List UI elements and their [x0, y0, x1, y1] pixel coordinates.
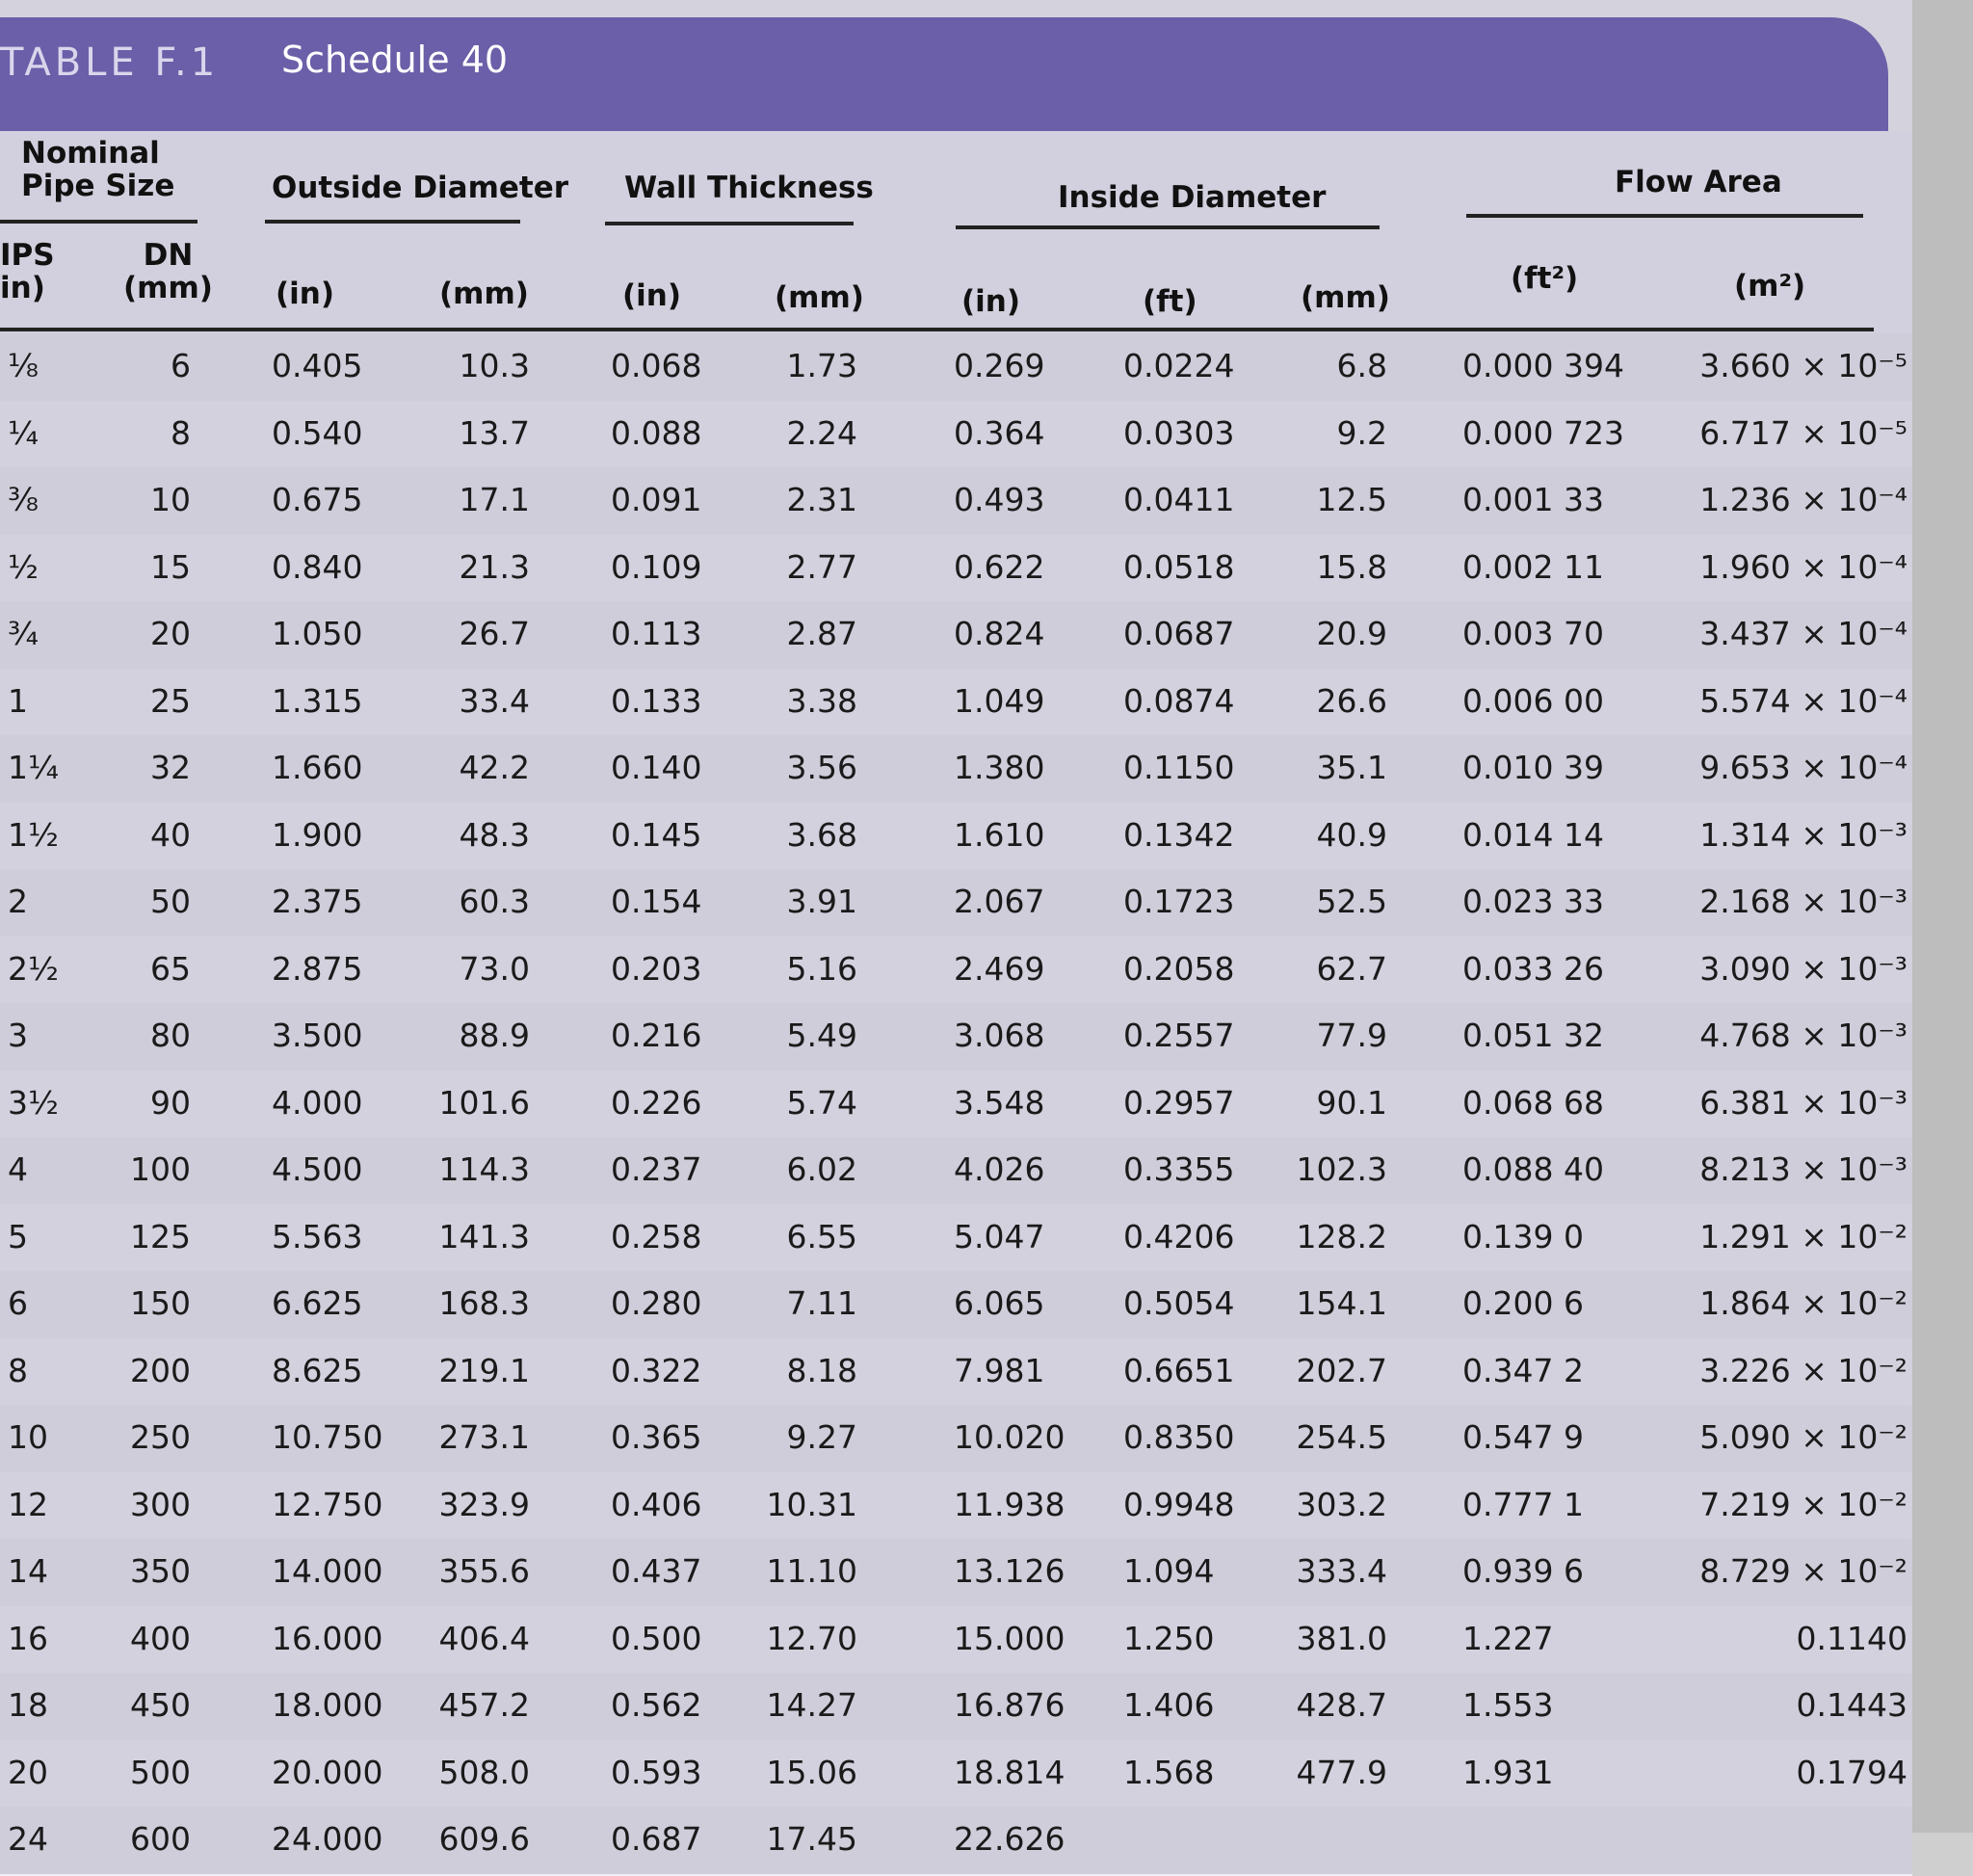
- table-row: [0, 1003, 1912, 1072]
- cell-id-ft: 0.4206: [1123, 1217, 1235, 1255]
- subheader-fa-m2: (m²): [1734, 269, 1806, 304]
- cell-ips: 4: [8, 1150, 28, 1188]
- header-flow-area: Flow Area: [1615, 165, 1782, 199]
- cell-fa-m2: 1.864 × 10⁻²: [1699, 1284, 1907, 1322]
- cell-wt-mm: 11.10: [766, 1552, 857, 1590]
- cell-fa-ft2: 1.227: [1462, 1619, 1554, 1657]
- header-nominal-pipe-size: Nominal Pipe Size: [21, 136, 175, 203]
- cell-fa-m2: 8.729 × 10⁻²: [1699, 1552, 1907, 1590]
- cell-fa-m2: 1.960 × 10⁻⁴: [1699, 547, 1907, 586]
- cell-id-mm: 303.2: [1296, 1485, 1387, 1523]
- cell-id-mm: 202.7: [1296, 1351, 1387, 1389]
- cell-wt-mm: 5.74: [786, 1083, 857, 1122]
- cell-id-ft: 0.3355: [1123, 1150, 1235, 1188]
- cell-ips: 5: [8, 1217, 28, 1255]
- cell-fa-m2: 4.768 × 10⁻³: [1699, 1017, 1907, 1054]
- cell-ips: 16: [8, 1619, 48, 1657]
- cell-fa-m2: 6.381 × 10⁻³: [1699, 1083, 1907, 1122]
- cell-fa-m2: 5.574 × 10⁻⁴: [1699, 681, 1907, 720]
- cell-fa-ft2: 0.033 26: [1462, 949, 1604, 988]
- cell-wt-mm: 5.49: [786, 1017, 857, 1054]
- cell-ips: 3½: [8, 1083, 59, 1122]
- table-row: [0, 1539, 1912, 1608]
- cell-id-ft: 0.1723: [1123, 883, 1235, 920]
- cell-fa-m2: 0.1140: [1796, 1619, 1907, 1657]
- cell-ips: 2½: [8, 949, 59, 988]
- cell-id-ft: 0.0874: [1123, 681, 1235, 720]
- cell-id-mm: 20.9: [1316, 615, 1387, 652]
- subheader-id-in: (in): [961, 284, 1021, 319]
- cell-fa-ft2: 1.931: [1462, 1753, 1554, 1791]
- cell-wt-in: 0.258: [611, 1217, 702, 1255]
- cell-ips: 1¼: [8, 749, 59, 786]
- cell-id-in: 2.469: [954, 949, 1045, 988]
- cell-id-ft: 1.250: [1123, 1619, 1215, 1657]
- cell-id-ft: 0.2557: [1123, 1017, 1235, 1054]
- cell-wt-mm: 7.11: [786, 1284, 857, 1322]
- table-row: [0, 1606, 1912, 1676]
- cell-od-in: 18.000: [272, 1686, 383, 1724]
- cell-ips: 2: [8, 883, 28, 920]
- cell-fa-ft2: 0.010 39: [1462, 749, 1604, 786]
- cell-id-in: 10.020: [954, 1418, 1065, 1456]
- cell-id-in: 15.000: [954, 1619, 1065, 1657]
- cell-id-in: 11.938: [954, 1485, 1065, 1523]
- cell-od-mm: 609.6: [438, 1820, 530, 1858]
- cell-fa-ft2: 0.002 11: [1462, 547, 1604, 586]
- cell-od-mm: 88.9: [459, 1017, 530, 1054]
- cell-dn: 350: [130, 1552, 191, 1590]
- table-row: [0, 1405, 1912, 1474]
- table-row: [0, 1472, 1912, 1542]
- cell-od-mm: 273.1: [438, 1418, 530, 1456]
- header-rule-inside: [956, 225, 1380, 229]
- cell-od-in: 1.660: [272, 749, 363, 786]
- cell-id-in: 3.548: [954, 1083, 1045, 1122]
- cell-fa-ft2: 0.014 14: [1462, 815, 1604, 854]
- cell-od-mm: 114.3: [438, 1150, 530, 1188]
- table-row: [0, 735, 1912, 805]
- cell-ips: ¾: [8, 615, 39, 652]
- cell-od-in: 24.000: [272, 1820, 383, 1858]
- cell-id-in: 0.622: [954, 547, 1045, 586]
- cell-od-in: 3.500: [272, 1017, 363, 1054]
- cell-dn: 20: [150, 615, 191, 652]
- cell-id-in: 2.067: [954, 883, 1045, 920]
- cell-od-mm: 73.0: [459, 949, 530, 988]
- cell-ips: 20: [8, 1753, 48, 1791]
- cell-dn: 500: [130, 1753, 191, 1791]
- subheader-wt-in: (in): [622, 278, 682, 313]
- cell-od-in: 4.000: [272, 1083, 363, 1122]
- cell-id-ft: 0.9948: [1123, 1485, 1235, 1523]
- cell-dn: 400: [130, 1619, 191, 1657]
- cell-wt-mm: 8.18: [786, 1351, 857, 1389]
- cell-id-ft: 0.1342: [1123, 815, 1235, 854]
- cell-fa-m2: 1.314 × 10⁻³: [1699, 815, 1907, 854]
- cell-ips: ⅛: [8, 347, 39, 384]
- cell-fa-ft2: 0.547 9: [1462, 1418, 1584, 1456]
- cell-wt-in: 0.500: [611, 1619, 702, 1657]
- cell-dn: 50: [150, 883, 191, 920]
- cell-fa-ft2: 0.003 70: [1462, 615, 1604, 652]
- cell-od-mm: 168.3: [438, 1284, 530, 1322]
- cell-ips: 14: [8, 1552, 48, 1590]
- cell-ips: ⅜: [8, 481, 39, 518]
- cell-wt-in: 0.226: [611, 1083, 702, 1122]
- cell-od-in: 1.315: [272, 681, 363, 720]
- cell-fa-ft2: 0.000 394: [1462, 347, 1624, 384]
- cell-od-mm: 42.2: [459, 749, 530, 786]
- cell-wt-in: 0.145: [611, 815, 702, 854]
- cell-id-in: 7.981: [954, 1351, 1045, 1389]
- cell-ips: 10: [8, 1418, 48, 1456]
- table-row: [0, 937, 1912, 1006]
- cell-id-ft: 0.2957: [1123, 1083, 1235, 1122]
- subheader-wt-mm: (mm): [775, 280, 864, 315]
- cell-id-mm: 428.7: [1296, 1686, 1387, 1724]
- cell-id-mm: 477.9: [1296, 1753, 1387, 1791]
- cell-wt-in: 0.322: [611, 1351, 702, 1389]
- cell-id-mm: 15.8: [1316, 547, 1387, 586]
- cell-id-ft: 0.5054: [1123, 1284, 1235, 1322]
- cell-fa-m2: 9.653 × 10⁻⁴: [1699, 749, 1907, 786]
- cell-fa-m2: 6.717 × 10⁻⁵: [1699, 413, 1907, 452]
- cell-id-mm: 26.6: [1316, 681, 1387, 720]
- cell-dn: 10: [150, 481, 191, 518]
- cell-wt-mm: 2.24: [786, 413, 857, 452]
- subheader-dn: DN (mm): [123, 238, 213, 305]
- cell-ips: 24: [8, 1820, 48, 1858]
- cell-dn: 40: [150, 815, 191, 854]
- cell-wt-in: 0.437: [611, 1552, 702, 1590]
- cell-id-mm: 90.1: [1316, 1083, 1387, 1122]
- cell-wt-in: 0.133: [611, 681, 702, 720]
- cell-wt-in: 0.113: [611, 615, 702, 652]
- subheader-od-mm: (mm): [439, 277, 529, 311]
- header-inside-diameter: Inside Diameter: [1058, 180, 1327, 215]
- table-row: [0, 1673, 1912, 1742]
- cell-wt-mm: 15.06: [766, 1753, 857, 1791]
- header-rule-outside: [265, 220, 520, 224]
- cell-wt-in: 0.562: [611, 1686, 702, 1724]
- cell-ips: 1: [8, 681, 28, 720]
- cell-fa-ft2: 0.347 2: [1462, 1351, 1584, 1389]
- cell-fa-ft2: 0.023 33: [1462, 883, 1604, 920]
- header-rule-wall: [605, 222, 854, 225]
- cell-id-in: 16.876: [954, 1686, 1065, 1724]
- subheader-id-mm: (mm): [1301, 280, 1390, 315]
- cell-id-ft: 1.568: [1123, 1753, 1215, 1791]
- cell-wt-mm: 3.91: [786, 883, 857, 920]
- cell-fa-m2: 1.291 × 10⁻²: [1699, 1217, 1907, 1255]
- cell-id-in: 4.026: [954, 1150, 1045, 1188]
- table-row: [0, 1338, 1912, 1408]
- cell-id-in: 0.269: [954, 347, 1045, 384]
- cell-ips: ½: [8, 547, 39, 586]
- cell-od-mm: 21.3: [459, 547, 530, 586]
- cell-wt-in: 0.091: [611, 481, 702, 518]
- cell-fa-m2: 3.226 × 10⁻²: [1699, 1351, 1907, 1389]
- cell-id-in: 22.626: [954, 1820, 1065, 1858]
- cell-wt-in: 0.237: [611, 1150, 702, 1188]
- cell-fa-ft2: 0.001 33: [1462, 481, 1604, 518]
- cell-od-in: 0.840: [272, 547, 363, 586]
- table-row: [0, 333, 1912, 403]
- cell-ips: 12: [8, 1485, 48, 1523]
- cell-fa-m2: 3.660 × 10⁻⁵: [1699, 347, 1907, 384]
- cell-od-mm: 26.7: [459, 615, 530, 652]
- cell-od-mm: 101.6: [438, 1083, 530, 1122]
- cell-id-ft: 1.406: [1123, 1686, 1215, 1724]
- cell-id-in: 0.824: [954, 615, 1045, 652]
- cell-id-mm: 154.1: [1296, 1284, 1387, 1322]
- cell-id-in: 0.364: [954, 413, 1045, 452]
- cell-od-mm: 17.1: [459, 481, 530, 518]
- cell-od-in: 0.540: [272, 413, 363, 452]
- cell-ips: 3: [8, 1017, 28, 1054]
- cell-od-mm: 508.0: [438, 1753, 530, 1791]
- table-label: TABLE F.1: [0, 40, 220, 85]
- cell-od-in: 0.675: [272, 481, 363, 518]
- cell-fa-m2: 0.1794: [1796, 1753, 1907, 1791]
- cell-fa-ft2: 0.777 1: [1462, 1485, 1584, 1523]
- cell-fa-ft2: 1.553: [1462, 1686, 1554, 1724]
- cell-wt-mm: 14.27: [766, 1686, 857, 1724]
- cell-fa-ft2: 0.000 723: [1462, 413, 1624, 452]
- cell-od-in: 20.000: [272, 1753, 383, 1791]
- cell-od-mm: 457.2: [438, 1686, 530, 1724]
- cell-dn: 32: [150, 749, 191, 786]
- cell-id-mm: 102.3: [1296, 1150, 1387, 1188]
- cell-id-in: 1.610: [954, 815, 1045, 854]
- cell-wt-in: 0.216: [611, 1017, 702, 1054]
- table-row: [0, 601, 1912, 671]
- cell-fa-m2: 8.213 × 10⁻³: [1699, 1150, 1907, 1188]
- cell-dn: 300: [130, 1485, 191, 1523]
- cell-ips: 18: [8, 1686, 48, 1724]
- cell-od-in: 1.900: [272, 815, 363, 854]
- cell-dn: 600: [130, 1820, 191, 1858]
- cell-id-ft: 0.0687: [1123, 615, 1235, 652]
- cell-id-mm: 333.4: [1296, 1552, 1387, 1590]
- cell-fa-ft2: 0.939 6: [1462, 1552, 1584, 1590]
- cell-wt-mm: 1.73: [786, 347, 857, 384]
- cell-wt-mm: 3.68: [786, 815, 857, 854]
- cell-wt-in: 0.687: [611, 1820, 702, 1858]
- cell-ips: 8: [8, 1351, 28, 1389]
- cell-od-mm: 141.3: [438, 1217, 530, 1255]
- cell-id-in: 18.814: [954, 1753, 1065, 1791]
- cell-id-ft: 0.0303: [1123, 413, 1235, 452]
- cell-wt-mm: 3.56: [786, 749, 857, 786]
- cell-fa-m2: 3.437 × 10⁻⁴: [1699, 615, 1907, 652]
- cell-wt-in: 0.088: [611, 413, 702, 452]
- cell-od-in: 10.750: [272, 1418, 383, 1456]
- cell-od-in: 0.405: [272, 347, 363, 384]
- cell-wt-in: 0.154: [611, 883, 702, 920]
- cell-od-mm: 323.9: [438, 1485, 530, 1523]
- cell-wt-in: 0.406: [611, 1485, 702, 1523]
- cell-id-in: 0.493: [954, 481, 1045, 518]
- cell-id-ft: 0.0224: [1123, 347, 1235, 384]
- table-row: [0, 803, 1912, 872]
- cell-id-in: 5.047: [954, 1217, 1045, 1255]
- cell-wt-in: 0.280: [611, 1284, 702, 1322]
- cell-wt-in: 0.203: [611, 949, 702, 988]
- cell-wt-mm: 17.45: [766, 1820, 857, 1858]
- cell-od-mm: 10.3: [459, 347, 530, 384]
- page-edge: [1912, 0, 1973, 1833]
- cell-wt-in: 0.365: [611, 1418, 702, 1456]
- cell-fa-ft2: 0.088 40: [1462, 1150, 1604, 1188]
- table-row: [0, 1740, 1912, 1810]
- cell-od-in: 4.500: [272, 1150, 363, 1188]
- cell-id-mm: 381.0: [1296, 1619, 1387, 1657]
- header-wall-thickness: Wall Thickness: [624, 171, 874, 205]
- cell-id-mm: 35.1: [1316, 749, 1387, 786]
- cell-od-mm: 48.3: [459, 815, 530, 854]
- cell-dn: 125: [130, 1217, 191, 1255]
- cell-wt-mm: 12.70: [766, 1619, 857, 1657]
- cell-id-in: 1.049: [954, 681, 1045, 720]
- cell-wt-mm: 6.02: [786, 1150, 857, 1188]
- cell-dn: 250: [130, 1418, 191, 1456]
- cell-fa-m2: 3.090 × 10⁻³: [1699, 949, 1907, 988]
- cell-fa-m2: 7.219 × 10⁻²: [1699, 1485, 1907, 1523]
- cell-wt-in: 0.593: [611, 1753, 702, 1791]
- cell-od-in: 5.563: [272, 1217, 363, 1255]
- cell-wt-mm: 2.87: [786, 615, 857, 652]
- cell-fa-ft2: 0.139 0: [1462, 1217, 1584, 1255]
- header-rule-nominal: [0, 220, 197, 224]
- cell-od-in: 6.625: [272, 1284, 363, 1322]
- cell-wt-mm: 6.55: [786, 1217, 857, 1255]
- cell-od-mm: 406.4: [438, 1619, 530, 1657]
- subheader-id-ft: (ft): [1143, 284, 1197, 319]
- cell-wt-mm: 3.38: [786, 681, 857, 720]
- cell-od-in: 2.875: [272, 949, 363, 988]
- cell-fa-m2: 2.168 × 10⁻³: [1699, 883, 1907, 920]
- table-row: [0, 535, 1912, 604]
- cell-od-in: 12.750: [272, 1485, 383, 1523]
- cell-id-ft: 0.6651: [1123, 1351, 1235, 1389]
- subheader-od-in: (in): [276, 277, 335, 311]
- cell-fa-m2: 1.236 × 10⁻⁴: [1699, 481, 1907, 518]
- table-row: [0, 1137, 1912, 1206]
- cell-od-in: 1.050: [272, 615, 363, 652]
- cell-id-mm: 52.5: [1316, 883, 1387, 920]
- table-row: [0, 1070, 1912, 1140]
- cell-wt-mm: 2.31: [786, 481, 857, 518]
- cell-wt-mm: 5.16: [786, 949, 857, 988]
- cell-id-mm: 12.5: [1316, 481, 1387, 518]
- cell-dn: 200: [130, 1351, 191, 1389]
- table-row: [0, 1204, 1912, 1274]
- table-row: [0, 669, 1912, 738]
- cell-id-ft: 0.2058: [1123, 949, 1235, 988]
- cell-dn: 8: [171, 413, 191, 452]
- cell-id-mm: 6.8: [1336, 347, 1387, 384]
- table-row: [0, 1807, 1912, 1876]
- cell-id-ft: 0.8350: [1123, 1418, 1235, 1456]
- cell-fa-ft2: 0.006 00: [1462, 681, 1604, 720]
- cell-id-mm: 40.9: [1316, 815, 1387, 854]
- cell-wt-mm: 2.77: [786, 547, 857, 586]
- cell-wt-mm: 10.31: [766, 1485, 857, 1523]
- cell-id-in: 6.065: [954, 1284, 1045, 1322]
- table-title: Schedule 40: [281, 39, 509, 81]
- table-row: [0, 401, 1912, 470]
- cell-id-mm: 9.2: [1336, 413, 1387, 452]
- table-row: [0, 467, 1912, 537]
- cell-id-ft: 1.094: [1123, 1552, 1215, 1590]
- cell-fa-m2: 0.1443: [1796, 1686, 1907, 1724]
- cell-od-mm: 60.3: [459, 883, 530, 920]
- subheader-fa-ft2: (ft²): [1511, 261, 1579, 296]
- cell-dn: 450: [130, 1686, 191, 1724]
- cell-wt-mm: 9.27: [786, 1418, 857, 1456]
- subheader-ips: IPS in): [0, 238, 55, 305]
- cell-id-mm: 254.5: [1296, 1418, 1387, 1456]
- cell-dn: 65: [150, 949, 191, 988]
- cell-ips: 6: [8, 1284, 28, 1322]
- table-row: [0, 1271, 1912, 1340]
- cell-od-in: 14.000: [272, 1552, 383, 1590]
- cell-id-in: 1.380: [954, 749, 1045, 786]
- cell-dn: 25: [150, 681, 191, 720]
- cell-dn: 100: [130, 1150, 191, 1188]
- cell-wt-in: 0.068: [611, 347, 702, 384]
- header-rule-flow: [1466, 214, 1863, 218]
- cell-wt-in: 0.140: [611, 749, 702, 786]
- cell-wt-in: 0.109: [611, 547, 702, 586]
- header-bottom-rule: [0, 328, 1874, 331]
- cell-dn: 80: [150, 1017, 191, 1054]
- cell-id-mm: 62.7: [1316, 949, 1387, 988]
- cell-od-mm: 219.1: [438, 1351, 530, 1389]
- cell-od-in: 16.000: [272, 1619, 383, 1657]
- cell-fa-ft2: 0.051 32: [1462, 1017, 1604, 1054]
- cell-fa-m2: 5.090 × 10⁻²: [1699, 1418, 1907, 1456]
- cell-od-mm: 355.6: [438, 1552, 530, 1590]
- cell-id-mm: 77.9: [1316, 1017, 1387, 1054]
- cell-dn: 6: [171, 347, 191, 384]
- cell-od-in: 8.625: [272, 1351, 363, 1389]
- cell-od-mm: 33.4: [459, 681, 530, 720]
- cell-dn: 150: [130, 1284, 191, 1322]
- cell-id-ft: 0.1150: [1123, 749, 1235, 786]
- cell-dn: 15: [150, 547, 191, 586]
- cell-fa-ft2: 0.200 6: [1462, 1284, 1584, 1322]
- cell-id-in: 3.068: [954, 1017, 1045, 1054]
- cell-id-ft: 0.0411: [1123, 481, 1235, 518]
- cell-dn: 90: [150, 1083, 191, 1122]
- cell-id-mm: 128.2: [1296, 1217, 1387, 1255]
- cell-od-mm: 13.7: [459, 413, 530, 452]
- cell-od-in: 2.375: [272, 883, 363, 920]
- cell-fa-ft2: 0.068 68: [1462, 1083, 1604, 1122]
- table-row: [0, 869, 1912, 938]
- cell-ips: 1½: [8, 815, 59, 854]
- header-outside-diameter: Outside Diameter: [272, 171, 569, 205]
- cell-ips: ¼: [8, 413, 39, 452]
- cell-id-in: 13.126: [954, 1552, 1065, 1590]
- cell-id-ft: 0.0518: [1123, 547, 1235, 586]
